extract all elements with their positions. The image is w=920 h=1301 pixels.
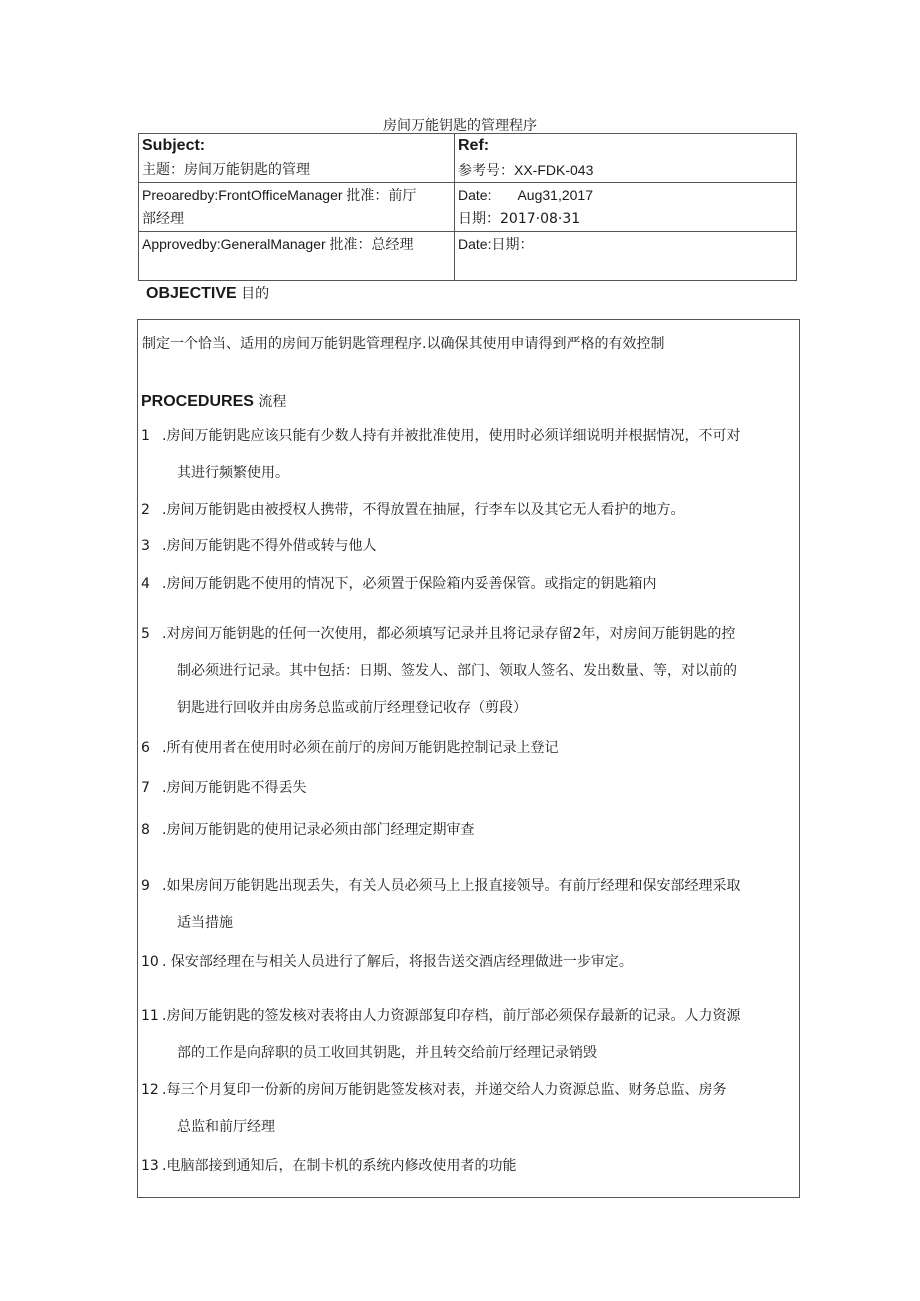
approved-date-cell [455, 232, 797, 281]
objective-label-en: OBJECTIVE [146, 285, 237, 302]
procedure-number: 3 [141, 538, 150, 554]
procedure-text: 制必须进行记录。其中包括：日期、签发人、部门、领取人签名、发出数量、等，对以前的 [177, 663, 737, 679]
procedure-item [141, 998, 797, 1072]
procedure-text: .房间万能钥匙由被授权人携带，不得放置在抽屉，行李车以及其它无人看护的地方。 [162, 502, 685, 518]
procedures-heading [141, 391, 286, 411]
header-table [138, 133, 797, 281]
prepared-by-line2: 部经理 [142, 211, 184, 227]
procedure-item [141, 528, 797, 565]
procedure-number: 12 [141, 1082, 159, 1098]
procedure-item [141, 868, 797, 942]
procedure-text: .房间万能钥匙应该只能有少数人持有并被批准使用，使用时必须详细说明并根据情况，不可对 [162, 428, 741, 444]
ref-label: Ref: [458, 137, 490, 154]
date-value: Aug31,2017 [517, 187, 593, 203]
procedure-number: 2 [141, 502, 150, 518]
objective-label-cn: 目的 [241, 286, 270, 302]
approved-by: Approvedby:GeneralManager 批准：总经理 [142, 236, 414, 252]
procedure-text: .房间万能钥匙不得丢失 [162, 780, 307, 796]
ref-cell [455, 134, 797, 183]
procedure-text: .房间万能钥匙的使用记录必须由部门经理定期审查 [162, 822, 475, 838]
ref-value: 参考号：XX-FDK-043 [458, 162, 594, 178]
procedure-item [141, 730, 797, 767]
approved-cell [139, 232, 455, 281]
procedure-text: 适当措施 [177, 915, 233, 931]
procedure-text: 部的工作是向辞职的员工收回其钥匙，并且转交给前厅经理记录销毁 [177, 1045, 597, 1061]
procedure-item [141, 1072, 797, 1146]
procedure-number: 9 [141, 878, 150, 894]
procedure-item [141, 944, 797, 981]
procedure-number: 4 [141, 576, 150, 592]
procedure-number: 1 [141, 428, 150, 444]
procedure-text: .每三个月复印一份新的房间万能钥匙签发核对表，并递交给人力资源总监、财务总监、房务 [162, 1082, 727, 1098]
procedure-number: 10 [141, 954, 159, 970]
date-label: Date: [458, 187, 492, 203]
procedure-text: .房间万能钥匙不得外借或转与他人 [162, 538, 377, 554]
procedure-item [141, 566, 797, 603]
procedure-text: . 保安部经理在与相关人员进行了解后，将报告送交酒店经理做进一步审定。 [162, 954, 633, 970]
procedure-text: 总监和前厅经理 [177, 1119, 275, 1135]
date-line [458, 183, 793, 207]
procedure-item [141, 418, 797, 492]
procedure-number: 6 [141, 740, 150, 756]
procedure-text: .所有使用者在使用时必须在前厅的房间万能钥匙控制记录上登记 [162, 740, 559, 756]
procedure-number: 5 [141, 626, 150, 642]
procedures-label-en: PROCEDURES [141, 393, 254, 410]
approved-date: Date:日期： [458, 236, 534, 252]
procedure-number: 7 [141, 780, 150, 796]
objective-text: 制定一个恰当、适用的房间万能钥匙管理程序.以确保其使用申请得到严格的有效控制 [142, 336, 665, 352]
prepared-by-line1: Preoaredby:FrontOfficeManager 批准：前厅 [142, 187, 417, 203]
procedure-text: .对房间万能钥匙的任何一次使用，都必须填写记录并且将记录存留2年，对房间万能钥匙的控 [162, 626, 736, 642]
procedure-number: 11 [141, 1008, 159, 1024]
procedures-label-cn: 流程 [258, 394, 287, 410]
procedure-text: .如果房间万能钥匙出现丢失，有关人员必须马上上报直接领导。有前厅经理和保安部经理采取 [162, 878, 741, 894]
subject-cell [139, 134, 455, 183]
procedure-text: 钥匙进行回收并由房务总监或前厅经理登记收存（剪段） [177, 700, 527, 716]
document-title: 房间万能钥匙的管理程序 [383, 118, 537, 134]
prepared-cell [139, 183, 455, 232]
procedure-number: 13 [141, 1158, 159, 1174]
procedure-number: 8 [141, 822, 150, 838]
procedure-item [141, 492, 797, 529]
subject-label: Subject: [142, 137, 206, 154]
procedure-item [141, 770, 797, 807]
procedure-text: 其进行频繁使用。 [177, 465, 289, 481]
procedure-text: .房间万能钥匙的签发核对表将由人力资源部复印存档，前厅部必须保存最新的记录。人力资源 [162, 1008, 741, 1024]
date-cn: 日期：2017·08·31 [458, 211, 581, 227]
date-cell [455, 183, 797, 232]
procedure-text: .房间万能钥匙不使用的情况下，必须置于保险箱内妥善保管。或指定的钥匙箱内 [162, 576, 657, 592]
procedure-item [141, 812, 797, 849]
objective-heading [146, 283, 269, 303]
procedure-item [141, 1148, 797, 1185]
subject-value: 主题：房间万能钥匙的管理 [142, 162, 310, 178]
procedure-item [141, 616, 797, 727]
procedure-text: .电脑部接到通知后，在制卡机的系统内修改使用者的功能 [162, 1158, 517, 1174]
